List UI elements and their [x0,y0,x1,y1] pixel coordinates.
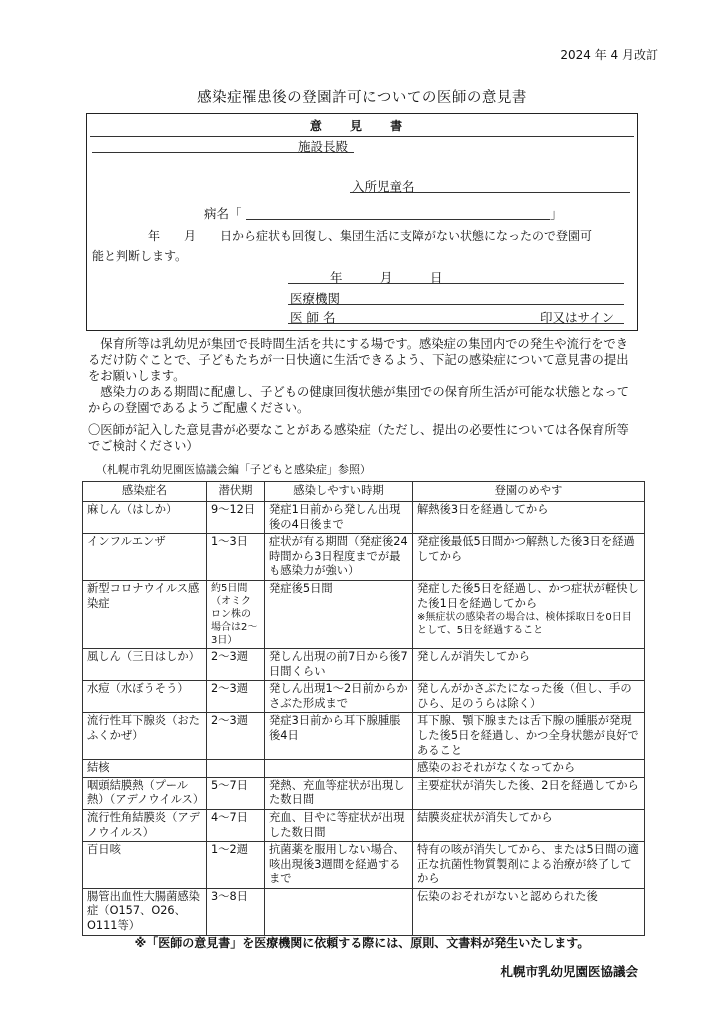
infectious-period: 発しん出現の前7日から後7日間くらい [265,648,413,680]
citation: （札幌市乳幼児園医協議会編「子どもと感染症」参照） [96,463,371,476]
child-name-field[interactable] [350,192,630,193]
table-row [83,502,645,534]
date-line[interactable] [288,283,624,284]
return-criteria-cell [413,580,645,648]
infectious-period: 発症後5日間 [265,580,413,648]
infection-table [82,481,645,936]
return-criteria: 発症後最低5日間かつ解熱した後3日を経過してから [413,534,645,581]
return-criteria: 伝染のおそれがないと認められた後 [413,888,645,935]
opinion-form [86,113,638,331]
header-criteria: 登園のめやす [413,482,645,502]
form-heading: 意 見 書 [309,119,415,133]
incubation: 約5日間（オミクロン株の場合は2〜3日） [207,580,265,648]
addressee: 施設長殿 [298,139,349,154]
table-row [83,809,645,841]
header-disease: 感染症名 [83,482,207,502]
table-row [83,580,645,648]
incubation [207,760,265,778]
table-row [83,681,645,713]
disease-name: インフルエンザ [83,534,207,581]
table-row [83,648,645,680]
statement-line1: 年 月 日から症状も回復し、集団生活に支障がない状態になったので登園可 [148,229,593,243]
return-criteria: 耳下腺、顎下腺または舌下腺の腫脹が発現した後5日を経過し、かつ全身状態が良好であること [413,713,645,760]
form-date: 年 月 日 [330,270,443,285]
heading-underline [90,136,634,137]
incubation: 2〜3週 [207,648,265,680]
disease-name: 流行性角結膜炎（アデノウイルス） [83,809,207,841]
doctor-field[interactable] [288,323,624,324]
table-row [83,713,645,760]
fee-notice: ※「医師の意見書」を医療機関に依頼する際には、原則、文書料が発生いたします。 [134,936,590,950]
disease-name: 新型コロナウイルス感染症 [83,580,207,648]
return-criteria: 発しんがかさぶたになった後（但し、手のひら、足のうらは除く） [413,681,645,713]
header-period: 感染しやすい時期 [265,482,413,502]
header-incubation: 潜伏期 [207,482,265,502]
return-criteria: 主要症状が消失した後、2日を経過してから [413,777,645,809]
disease-name: 腸管出血性大腸菌感染症（O157、O26、O111等） [83,888,207,935]
disease-label: 病名「 [204,206,242,221]
disease-close: 」 [550,206,563,221]
incubation: 5〜7日 [207,777,265,809]
infectious-period: 症状が有る期間（発症後24時間から3日程度までが最も感染力が強い） [265,534,413,581]
incubation: 2〜3週 [207,681,265,713]
incubation: 1〜3日 [207,534,265,581]
incubation: 2〜3週 [207,713,265,760]
asymptomatic-note: ※無症状の感染者の場合は、検体採取日を0日目として、5日を経過すること [417,612,632,637]
infectious-period [265,760,413,778]
seal-label: 印又はサイン [540,310,615,325]
infectious-period: 発熱、充血等症状が出現した数日間 [265,777,413,809]
intro-paragraph-1: 保育所等は乳幼児が集団で長時間生活を共にする場です。感染症の集団内での発生や流行をできるだけ防ぐことで、子どもたちが一日快適に生活できるよう、下記の感染症について意見書の提出をお願いします。 [88,337,629,383]
table-row [83,534,645,581]
intro-paragraph-2: 感染力のある期間に配慮し、子どもの健康回復状態が集団での保育所生活が可能な状態となってからの登園であるようご配慮ください。 [88,385,630,415]
disease-name: 麻しん（はしか） [83,502,207,534]
return-criteria: 解熱後3日を経過してから [413,502,645,534]
intro-paragraph-3: 〇医師が記入した意見書が必要なことがある感染症（ただし、提出の必要性については各保育所等でご検討ください） [88,423,629,453]
association-name: 札幌市乳幼児園医協議会 [500,964,638,979]
table-row [83,777,645,809]
disease-name: 百日咳 [83,842,207,889]
institution-field[interactable] [288,304,624,305]
return-criteria: 発症した後5日を経過し、かつ症状が軽快した後1日を経過してから [417,581,639,610]
infectious-period: 発しん出現1〜2日前からかさぶた形成まで [265,681,413,713]
doctor-label: 医 師 名 [290,310,336,325]
disease-name: 水痘（水ぼうそう） [83,681,207,713]
page-title: 感染症罹患後の登園許可についての医師の意見書 [197,90,527,106]
disease-name: 流行性耳下腺炎（おたふくかぜ） [83,713,207,760]
incubation: 4〜7日 [207,809,265,841]
return-criteria: 結膜炎症状が消失してから [413,809,645,841]
incubation: 3〜8日 [207,888,265,935]
incubation: 9〜12日 [207,502,265,534]
disease-field[interactable] [246,219,550,220]
disease-name: 風しん（三日はしか） [83,648,207,680]
child-name-label: 入所児童名 [352,179,415,194]
return-criteria: 特有の咳が消失してから、または5日間の適正な抗菌性物質製剤による治療が終了してから [413,842,645,889]
disease-name: 結核 [83,760,207,778]
infectious-period: 抗菌薬を服用しない場合、咳出現後3週間を経過するまで [265,842,413,889]
institution-label: 医療機関 [290,291,341,306]
revision-date: 2024 年 4 月改訂 [560,48,658,62]
return-criteria: 感染のおそれがなくなってから [413,760,645,778]
infectious-period: 発症3日前から耳下腺腫脹後4日 [265,713,413,760]
incubation: 1〜2週 [207,842,265,889]
table-row [83,842,645,889]
infectious-period: 発症1日前から発しん出現後の4日後まで [265,502,413,534]
infectious-period [265,888,413,935]
return-criteria: 発しんが消失してから [413,648,645,680]
facility-line[interactable] [92,152,354,153]
statement-line2: 能と判断します。 [92,249,188,263]
table-row [83,760,645,778]
infectious-period: 充血、目やに等症状が出現した数日間 [265,809,413,841]
table-header-row [83,482,645,502]
table-row [83,888,645,935]
disease-name: 咽頭結膜熱（プール熱）（アデノウイルス） [83,777,207,809]
